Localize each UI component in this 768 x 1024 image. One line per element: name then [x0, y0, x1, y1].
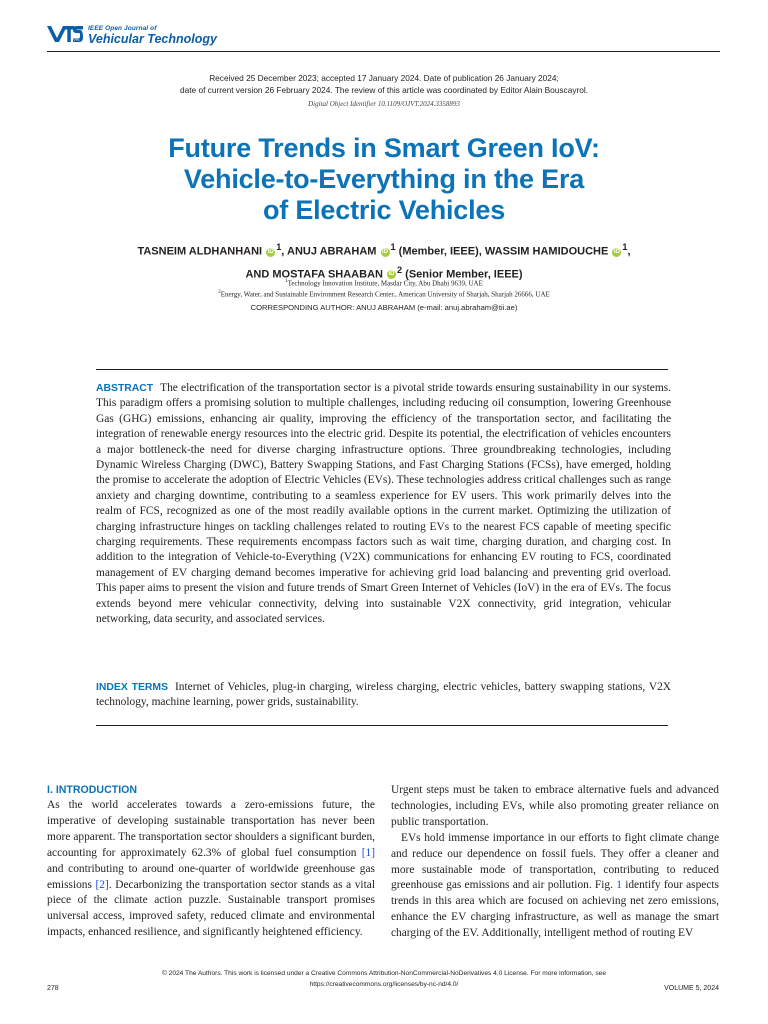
- license-footer: [100, 968, 668, 990]
- title-line-1: Future Trends in Smart Green IoV:: [168, 133, 600, 163]
- column-right: [391, 783, 719, 953]
- author-role: (Senior Member, IEEE): [405, 268, 523, 281]
- abstract-text: The electrification of the transportation sector is a pivotal stride towards ensuring sustainability in our systems. This paradigm offers a promising solution to multiple challenges, including reducing oil consumption, lowering Greenhouse Gas (GHG) emissions, enhancing air quality, improving the efficiency of the transportation sector, and facilitating the integration of renewable energy resources into the electric grid. Despite its potential, the electrification of vehicles encounters a major bottleneck-the need for diverse charging infrastructure options. Three groundbreaking technologies, including Dynamic Wireless Charging (DWC), Battery Swapping Stations, and Fast Charging Stations (FCSs), have emerged, holding the promise to accelerate the adoption of Electric Vehicles (EVs). These technologies address critical challenges such as range anxiety and charging downtime, contributing to a seamless experience for EV users. This work primarily delves into the realm of FCS, recognized as one of the most readily available options in the current market. Optimizing the utilization of charging infrastructure hinges on tackling challenges related to routing EVs to the nearest FCS capable of meeting specific charging requirements. These requirements encompass factors such as wait time, charging duration, and charging cost. In addition to the integration of Vehicle-to-Everything (V2X) communications for enhancing EV routing to FCS, coordinated management of EV charging demand becomes imperative for achieving grid load balancing and preventing grid overload. This paper aims to present the vision and future trends of Smart Green Internet of Vehicles (IoV) in the era of EVs. The focus extends beyond mere vehicular connectivity, delving into sustainable V2X connectivity, grid integration, vehicular networking, data security, and associated services.: [96, 382, 671, 626]
- header-divider: [47, 51, 720, 52]
- orcid-icon[interactable]: iD: [388, 271, 395, 278]
- author-name: WASSIM HAMIDOUCHE: [484, 245, 609, 258]
- author-and: AND: [245, 268, 270, 281]
- citation-link[interactable]: [1]: [361, 846, 375, 859]
- license-text: © 2024 The Authors. This work is licensed under a Creative Commons Attribution-NonCommercial-NoDerivatives 4.0 License. For more information, see: [161, 970, 607, 977]
- paragraph: As the world accelerates towards a zero-emissions future, the imperative of developing sustainable transportation has never been more apparent. The transportation sector shoulders a significant burden, accounting for approximately 62.3% of global fuel consumption [1] and contributing to around one-quarter of worldwide greenhouse gas emissions [2]. Decarbonizing the transportation sector stands as a vital piece of the climate action puzzle. Sustainable transport promises universal access, improved safety, reduced climate and environmental impacts, enhanced resilience, and significantly heightened efficiency.: [47, 799, 375, 939]
- received-line-1: Received 25 December 2023; accepted 17 January 2024. Date of publication 26 January 2024;: [209, 73, 559, 83]
- article-title: [60, 133, 708, 226]
- journal-name: Vehicular Technology: [88, 32, 217, 46]
- orcid-icon[interactable]: iD: [613, 248, 620, 255]
- title-line-2: Vehicle-to-Everything in the Era: [183, 164, 585, 194]
- index-terms-label: INDEX TERMS: [96, 682, 169, 693]
- orcid-icon[interactable]: iD: [382, 248, 388, 255]
- abstract-label: ABSTRACT: [96, 383, 154, 394]
- title-line-3: of Electric Vehicles: [262, 195, 506, 225]
- page-number: 278: [47, 985, 59, 992]
- affiliations: [60, 277, 708, 300]
- author-affil-sup: 1: [390, 242, 396, 252]
- author-name: ANUJ ABRAHAM: [287, 245, 377, 258]
- author-name: TASNEIM ALDHANHANI: [137, 245, 263, 258]
- license-url[interactable]: https://creativecommons.org/licenses/by-nc-nd/4.0/: [309, 981, 459, 988]
- author-name: MOSTAFA SHAABAN: [272, 268, 383, 281]
- received-dates: [120, 72, 648, 96]
- abstract-top-rule: [96, 369, 668, 370]
- section-heading: I. INTRODUCTION: [47, 784, 138, 796]
- author-affil-sup: 2: [397, 264, 403, 275]
- orcid-icon[interactable]: iD: [267, 248, 274, 255]
- volume-info: VOLUME 5, 2024: [664, 985, 719, 992]
- doi: Digital Object Identifier 10.1109/OJVT.2024.3358893: [308, 100, 460, 108]
- author-line-1: TASNEIM ALDHANHANI iD $^1$, ANUJ ABRAHAM iD $^1$ (Member, IEEE), WASSIM HAMIDOUCHE iD $^1$,: [137, 242, 631, 258]
- paragraph-continued: Urgent steps must be taken to embrace alternative fuels and advanced technologies, including EVs, while also promoting greater reliance on public transportation.: [391, 784, 719, 828]
- figure-link[interactable]: 1: [616, 879, 622, 892]
- logo-letters: VTS: [73, 38, 80, 42]
- abstract: [96, 381, 671, 628]
- column-left: [47, 783, 375, 953]
- paragraph: EVs hold immense importance in our efforts to fight climate change and reduce our dependence on fossil fuels. They offer a cleaner and more sustainable mode of transportation, contributing to reduced greenhouse gas emissions and air pollution. Fig. 1 identify four aspects trends in this area which are focused on achieving net zero emissions, enhance the EV charging infrastructure, as well as manage the smart charging of the EV. Additionally, intelligent method of routing EV: [391, 831, 719, 940]
- corresponding-author: CORRESPONDING AUTHOR: ANUJ ABRAHAM (e-mail: anuj.abraham@tii.ae): [250, 303, 518, 312]
- vts-logo: [47, 22, 83, 46]
- author-affil-sup: 1: [276, 242, 282, 252]
- index-terms: [96, 680, 671, 711]
- received-line-2: date of current version 26 February 2024. The review of this article was coordinated by Editor Alain Bouscayrol.: [180, 85, 588, 95]
- abstract-bottom-rule: [96, 725, 668, 726]
- citation-link[interactable]: [2]: [95, 878, 109, 891]
- journal-prefix: IEEE Open Journal of: [88, 25, 157, 32]
- author-role: (Member, IEEE),: [398, 245, 482, 258]
- affiliation-2: $^2$Energy, Water, and Sustainable Environment Research Center., American University of Sharjah, Sharjah 26666, UAE: [218, 290, 550, 299]
- author-affil-sup: 1: [622, 242, 628, 252]
- index-terms-text: Internet of Vehicles, plug-in charging, wireless charging, electric vehicles, battery swapping stations, V2X technology, machine learning, power grids, sustainability.: [96, 681, 672, 709]
- affiliation-1: $^1$Technology Innovation Institute, Masdar City, Abu Dhabi 9639, UAE: [285, 279, 483, 288]
